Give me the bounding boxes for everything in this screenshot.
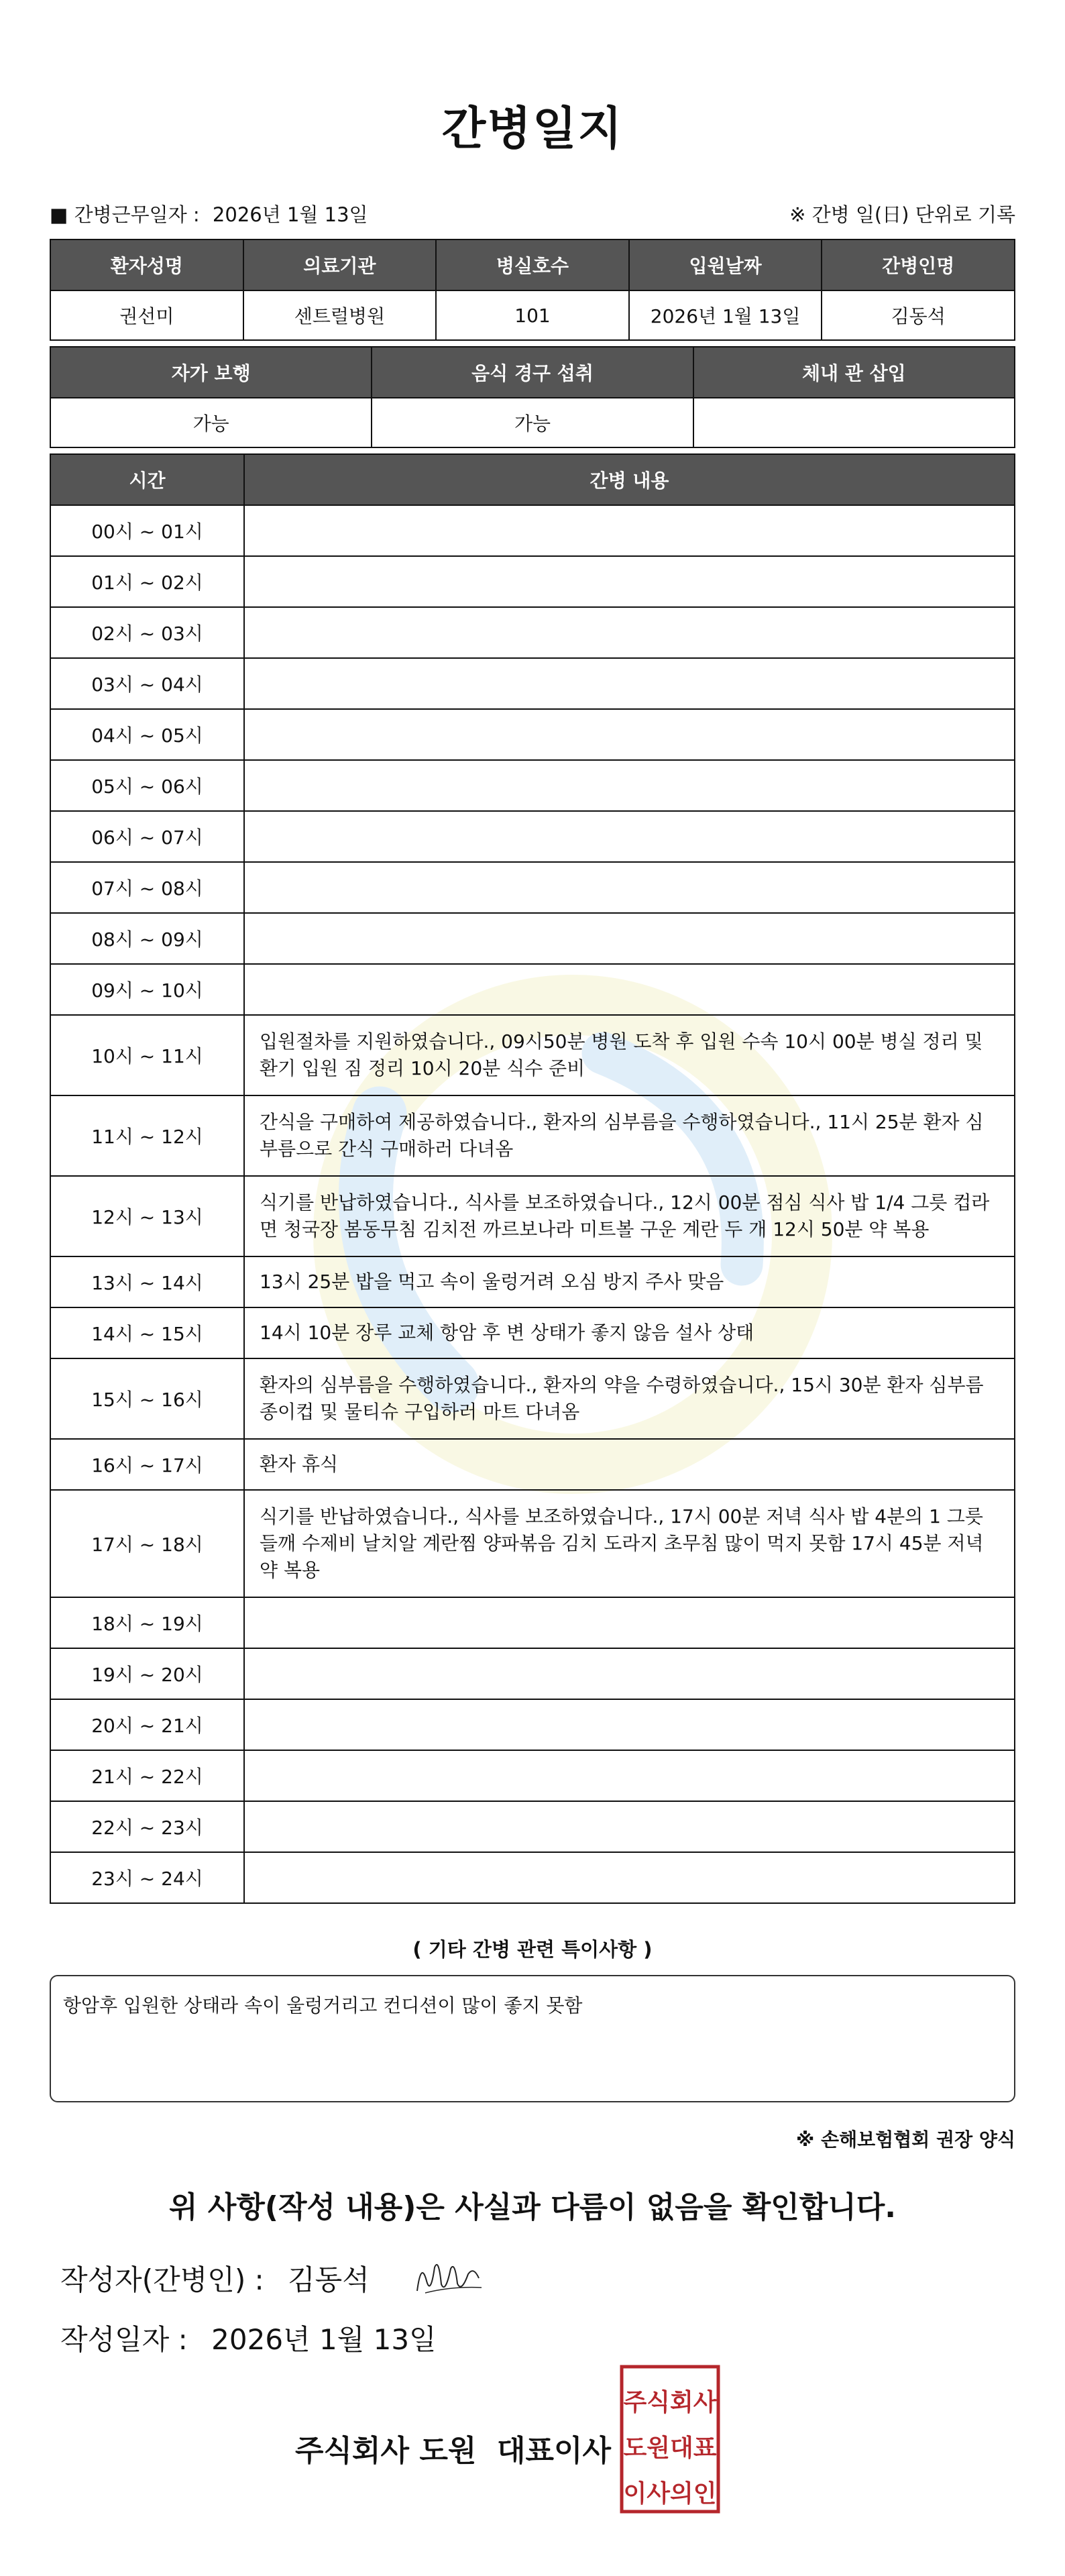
log-row-content	[244, 964, 1015, 1015]
log-row-content: 환자 휴식	[244, 1439, 1015, 1490]
log-row	[50, 1750, 1015, 1801]
log-row-content	[244, 1801, 1015, 1852]
writer-line	[60, 2258, 370, 2298]
log-row	[50, 1699, 1015, 1750]
admission-date: 2026년 1월 13일	[629, 290, 822, 340]
patient-status-table	[50, 346, 1015, 448]
patient-info-table	[50, 239, 1015, 341]
log-row	[50, 1852, 1015, 1903]
svg-text:주식회사: 주식회사	[623, 2389, 717, 2416]
company-representative: 주식회사 도원 대표이사	[295, 2434, 611, 2468]
header-time: 시간	[50, 454, 244, 505]
special-notes-box	[50, 1975, 1015, 2102]
written-date-label: 작성일자 :	[60, 2323, 188, 2356]
header-oral-intake: 음식 경구 섭취	[372, 347, 693, 398]
log-row-time: 05시 ~ 06시	[50, 760, 244, 811]
hourly-care-log-table	[50, 453, 1015, 1904]
log-row	[50, 1597, 1015, 1648]
special-notes-text: 항암후 입원한 상태라 속이 울렁거리고 컨디션이 많이 좋지 못함	[63, 1994, 583, 2017]
log-row-content	[244, 556, 1015, 607]
header-patient-name: 환자성명	[50, 239, 243, 290]
log-row-time: 03시 ~ 04시	[50, 658, 244, 709]
log-row-content: 13시 25분 밥을 먹고 속이 울렁거려 오심 방지 주사 맞음	[244, 1256, 1015, 1307]
oral-intake-value: 가능	[372, 398, 693, 447]
work-date-value: 2026년 1월 13일	[212, 203, 368, 226]
log-row-time: 21시 ~ 22시	[50, 1750, 244, 1801]
company-seal-stamp	[620, 2365, 720, 2514]
header-hospital: 의료기관	[243, 239, 437, 290]
header-room-number: 병실호수	[436, 239, 629, 290]
log-row-time: 18시 ~ 19시	[50, 1597, 244, 1648]
log-row-content: 간식을 구매하여 제공하였습니다., 환자의 심부름을 수행하였습니다., 11시 25분 환자 심부름으로 간식 구매하러 다녀옴	[244, 1095, 1015, 1176]
log-row	[50, 1648, 1015, 1699]
log-row	[50, 1490, 1015, 1597]
written-date-value: 2026년 1월 13일	[211, 2323, 437, 2356]
self-walking-value: 가능	[50, 398, 372, 447]
log-row-time: 06시 ~ 07시	[50, 811, 244, 862]
log-row	[50, 607, 1015, 658]
log-row	[50, 556, 1015, 607]
log-row-time: 22시 ~ 23시	[50, 1801, 244, 1852]
log-row-time: 08시 ~ 09시	[50, 913, 244, 964]
log-row-time: 02시 ~ 03시	[50, 607, 244, 658]
log-row-content: 식기를 반납하였습니다., 식사를 보조하였습니다., 12시 00분 점심 식사 밥 1/4 그릇 컵라면 청국장 봄동무침 김치전 까르보나라 미트볼 구운 계란 두 개 12시 50분 약 복용	[244, 1176, 1015, 1256]
log-row-content	[244, 658, 1015, 709]
log-row	[50, 760, 1015, 811]
log-row	[50, 658, 1015, 709]
log-row-time: 12시 ~ 13시	[50, 1176, 244, 1256]
work-date-label: ■ 간병근무일자 :	[50, 203, 200, 226]
log-row-time: 07시 ~ 08시	[50, 862, 244, 913]
log-row-time: 17시 ~ 18시	[50, 1490, 244, 1597]
log-row-time: 19시 ~ 20시	[50, 1648, 244, 1699]
tube-insertion-value	[693, 398, 1015, 447]
log-row-time: 11시 ~ 12시	[50, 1095, 244, 1176]
header-caregiver-name: 간병인명	[822, 239, 1015, 290]
log-row-content	[244, 1852, 1015, 1903]
log-row-content	[244, 709, 1015, 760]
special-notes-title: ( 기타 간병 관련 특이사항 )	[412, 1938, 653, 1961]
log-row-time: 13시 ~ 14시	[50, 1256, 244, 1307]
log-row-content	[244, 760, 1015, 811]
log-row-content	[244, 1750, 1015, 1801]
caregiver-name: 김동석	[822, 290, 1015, 340]
log-row	[50, 811, 1015, 862]
writer-label: 작성자(간병인) :	[60, 2263, 264, 2296]
log-row	[50, 1358, 1015, 1439]
hospital-name: 센트럴병원	[243, 290, 437, 340]
writer-name: 김동석	[288, 2263, 370, 2296]
log-row	[50, 709, 1015, 760]
header-admission-date: 입원날짜	[629, 239, 822, 290]
log-row-content	[244, 913, 1015, 964]
room-number: 101	[436, 290, 629, 340]
log-row-content	[244, 811, 1015, 862]
log-row-time: 00시 ~ 01시	[50, 505, 244, 556]
header-self-walking: 자가 보행	[50, 347, 372, 398]
log-row-content	[244, 1597, 1015, 1648]
log-row	[50, 862, 1015, 913]
log-row-content: 14시 10분 장루 교체 항암 후 변 상태가 좋지 않음 설사 상태	[244, 1307, 1015, 1358]
log-row-content: 환자의 심부름을 수행하였습니다., 환자의 약을 수령하였습니다., 15시 30분 환자 심부름 종이컵 및 물티슈 구입하러 마트 다녀옴	[244, 1358, 1015, 1439]
log-row-time: 10시 ~ 11시	[50, 1015, 244, 1095]
recommend-form-note: ※ 손해보험협회 권장 양식	[796, 2129, 1015, 2151]
log-row	[50, 913, 1015, 964]
log-row-time: 23시 ~ 24시	[50, 1852, 244, 1903]
log-row-content	[244, 1699, 1015, 1750]
log-row-content	[244, 1648, 1015, 1699]
svg-text:이사의인: 이사의인	[623, 2480, 717, 2508]
document-title: 간병일지	[441, 103, 624, 156]
log-row	[50, 1256, 1015, 1307]
log-row-time: 01시 ~ 02시	[50, 556, 244, 607]
work-date	[50, 200, 368, 227]
log-row	[50, 964, 1015, 1015]
log-row-time: 20시 ~ 21시	[50, 1699, 244, 1750]
log-row-content: 입원절차를 지원하였습니다., 09시50분 병원 도착 후 입원 수속 10시 00분 병실 정리 및 환기 입원 짐 정리 10시 20분 식수 준비	[244, 1015, 1015, 1095]
confirmation-statement: 위 사항(작성 내용)은 사실과 다름이 없음을 확인합니다.	[169, 2190, 896, 2224]
log-row-time: 15시 ~ 16시	[50, 1358, 244, 1439]
log-row	[50, 1176, 1015, 1256]
log-row	[50, 505, 1015, 556]
log-row	[50, 1015, 1015, 1095]
header-care-content: 간병 내용	[244, 454, 1015, 505]
log-row-content	[244, 607, 1015, 658]
header-tube-insertion: 체내 관 삽입	[693, 347, 1015, 398]
svg-text:도원대표: 도원대표	[623, 2434, 717, 2462]
handwritten-signature-icon	[412, 2254, 486, 2301]
log-row-time: 09시 ~ 10시	[50, 964, 244, 1015]
log-row	[50, 1307, 1015, 1358]
log-row-time: 14시 ~ 15시	[50, 1307, 244, 1358]
log-row-content	[244, 862, 1015, 913]
log-row-time: 16시 ~ 17시	[50, 1439, 244, 1490]
log-row	[50, 1095, 1015, 1176]
log-row-time: 04시 ~ 05시	[50, 709, 244, 760]
log-row-content	[244, 505, 1015, 556]
written-date-line	[60, 2318, 437, 2358]
log-row	[50, 1439, 1015, 1490]
log-row-content: 식기를 반납하였습니다., 식사를 보조하였습니다., 17시 00분 저녁 식사 밥 4분의 1 그릇 들깨 수제비 날치알 계란찜 양파볶음 김치 도라지 초무침 많이 먹지 못함 17시 45분 저녁 약 복용	[244, 1490, 1015, 1597]
patient-name: 권선미	[50, 290, 243, 340]
record-unit-note: ※ 간병 일(日) 단위로 기록	[789, 203, 1015, 226]
log-row	[50, 1801, 1015, 1852]
